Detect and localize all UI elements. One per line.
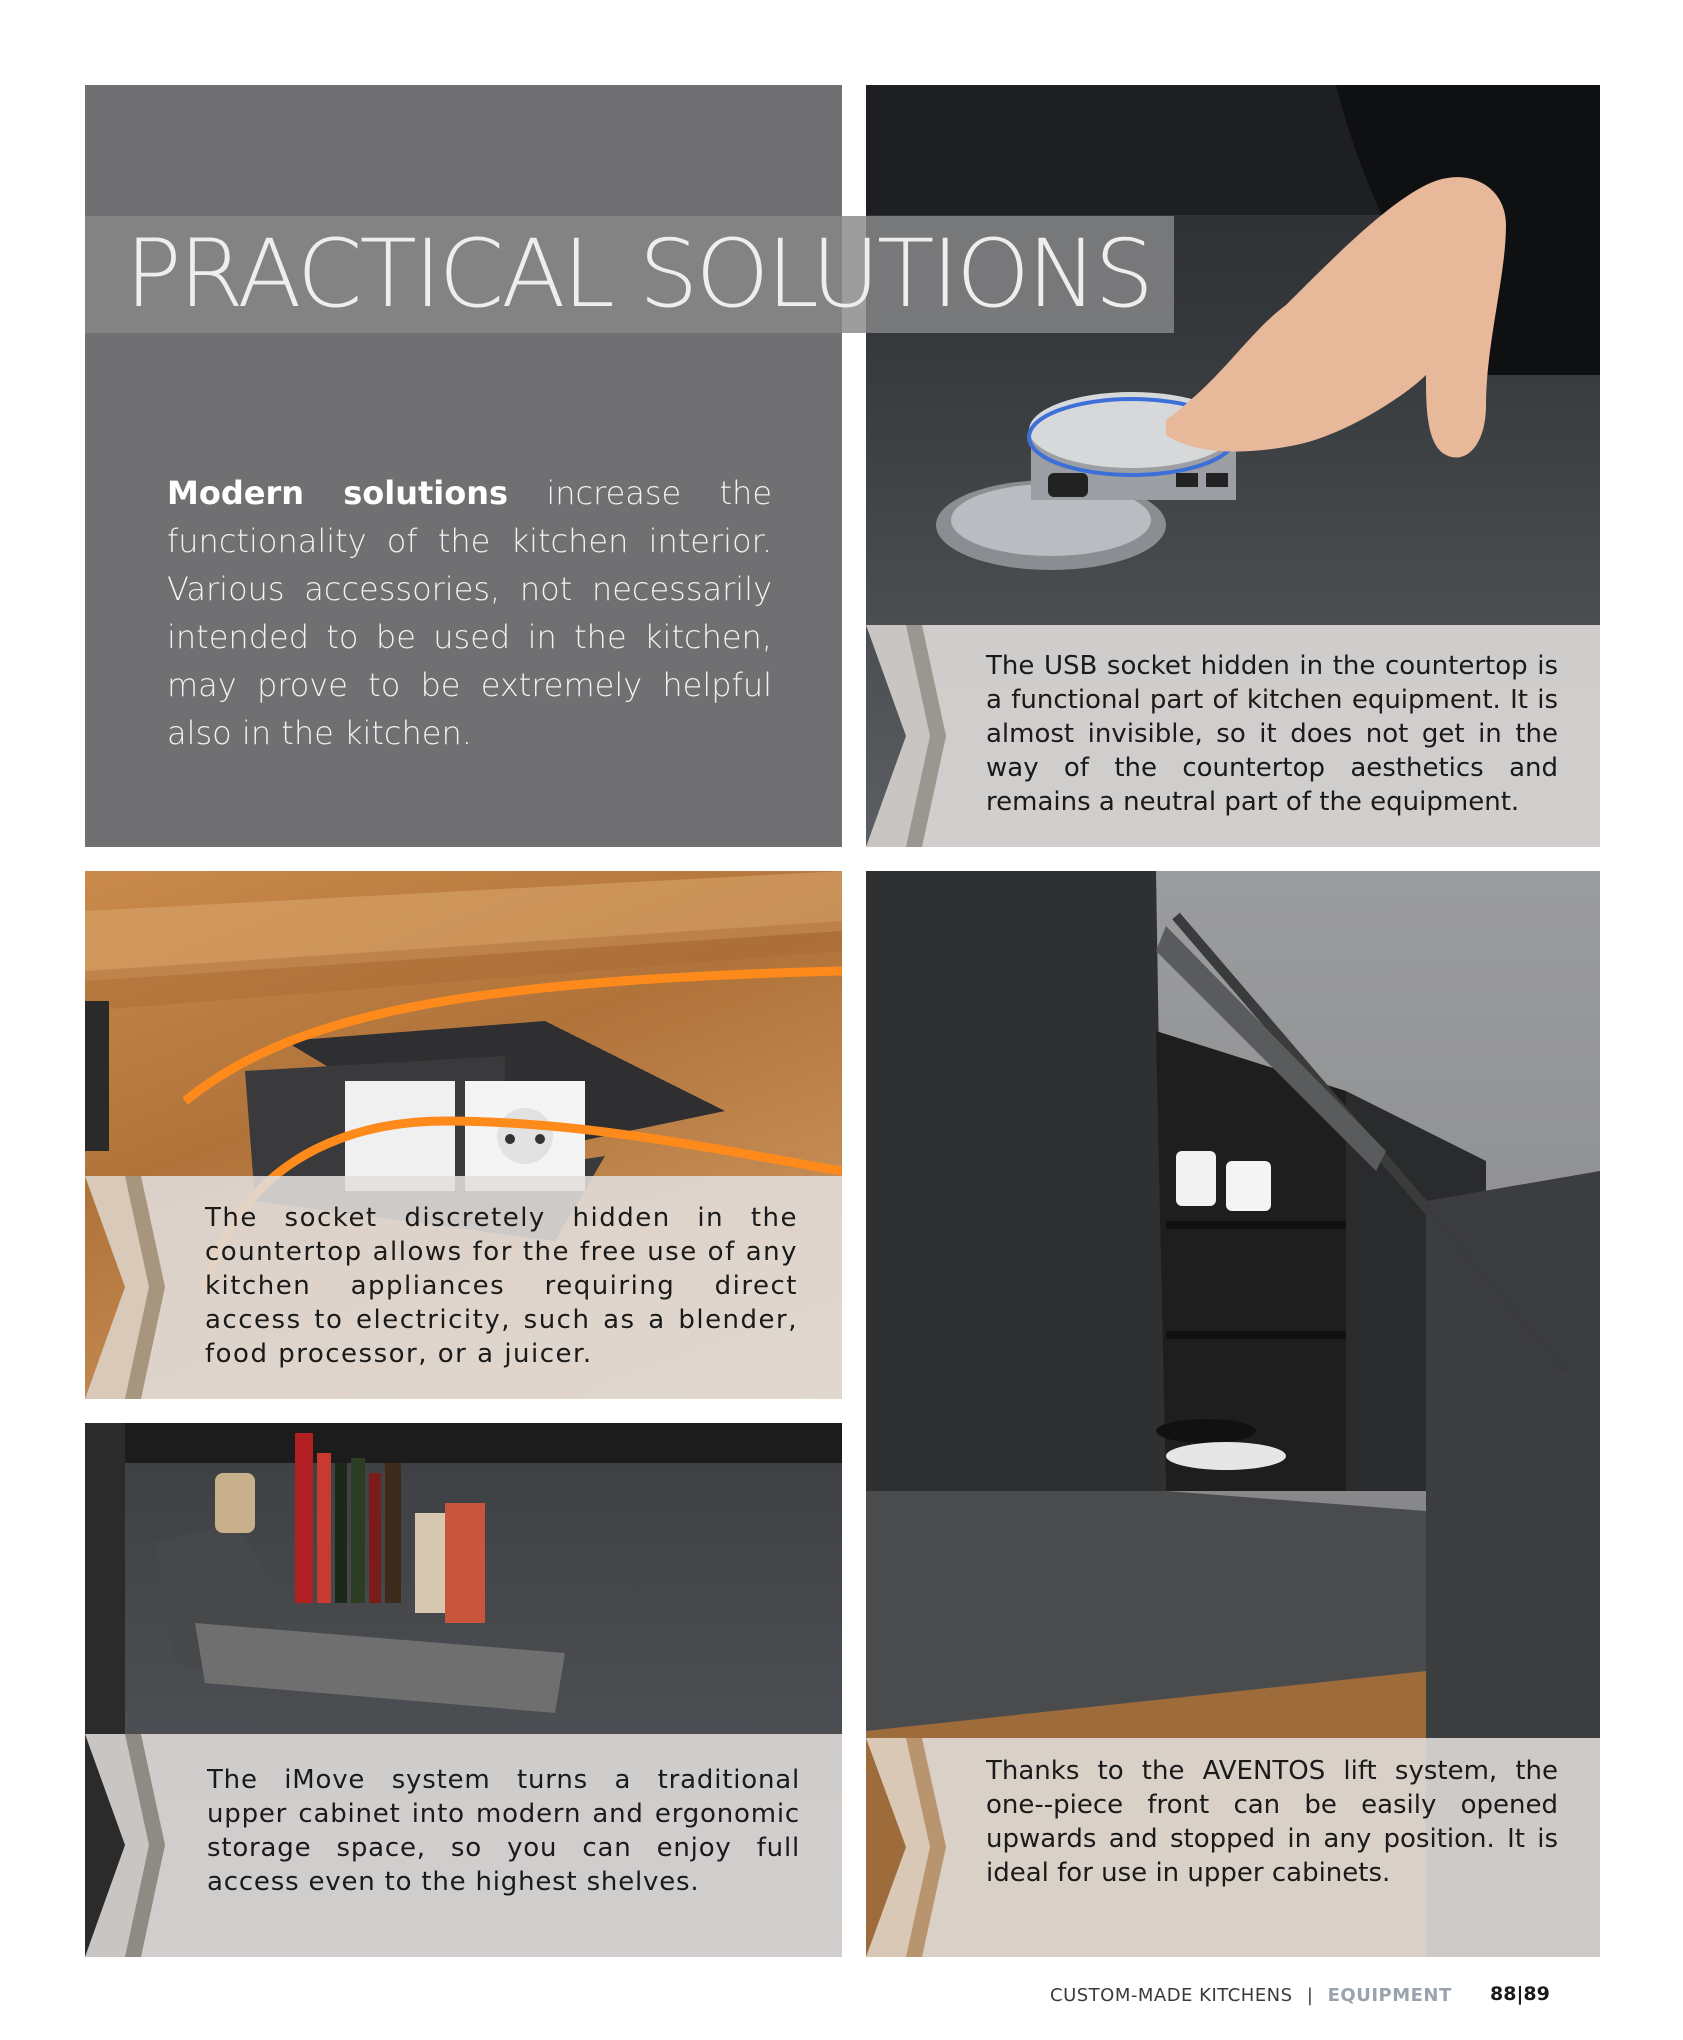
chevron-right-icon xyxy=(85,1734,165,1957)
chevron-right-icon xyxy=(85,1176,165,1399)
imove-photo xyxy=(85,1423,842,1957)
page-title: PRACTICAL SOLUTIONS xyxy=(125,220,1152,329)
footer-category: EQUIPMENT xyxy=(1327,1985,1452,2006)
intro-bold: Modern solutions xyxy=(167,474,509,512)
footer xyxy=(1050,1985,1452,2006)
footer-section: CUSTOM-MADE KITCHENS xyxy=(1050,1985,1293,2006)
popup-socket-photo xyxy=(85,871,842,1399)
page-numbers: 88|89 xyxy=(1490,1983,1550,2005)
imove-caption: The iMove system turns a traditional upper cabinet into modern and ergonomic storage space, so you can enjoy full access even to the highest shelves. xyxy=(207,1765,800,1897)
intro-text xyxy=(167,469,772,757)
aventos-caption: Thanks to the AVENTOS lift system, the one--piece front can be easily opened upwards and stopped in any position. It is ideal for use in upper cabinets. xyxy=(986,1756,1558,1888)
intro-panel xyxy=(85,85,842,847)
title-band xyxy=(85,216,1174,333)
socket-caption: The socket discretely hidden in the countertop allows for the free use of any kitchen appliances requiring direct access to electricity, such as a blender, food processor, or a juicer. xyxy=(205,1203,798,1369)
intro-rest: increase the functionality of the kitchen interior. Various accessories, not necessarily intended to be used in the kitchen, may prove to be extremely helpful also in the kitchen. xyxy=(167,474,773,752)
usb-socket-photo xyxy=(866,85,1600,847)
usb-caption: The USB socket hidden in the countertop is a functional part of kitchen equipment. It is almost invisible, so it does not get in the way of the countertop aesthetics and remains a neutral part of the equipment. xyxy=(986,651,1558,817)
chevron-right-icon xyxy=(866,1738,946,1957)
chevron-right-icon xyxy=(866,625,946,847)
aventos-photo xyxy=(866,871,1600,1957)
footer-separator: | xyxy=(1306,1985,1314,2006)
